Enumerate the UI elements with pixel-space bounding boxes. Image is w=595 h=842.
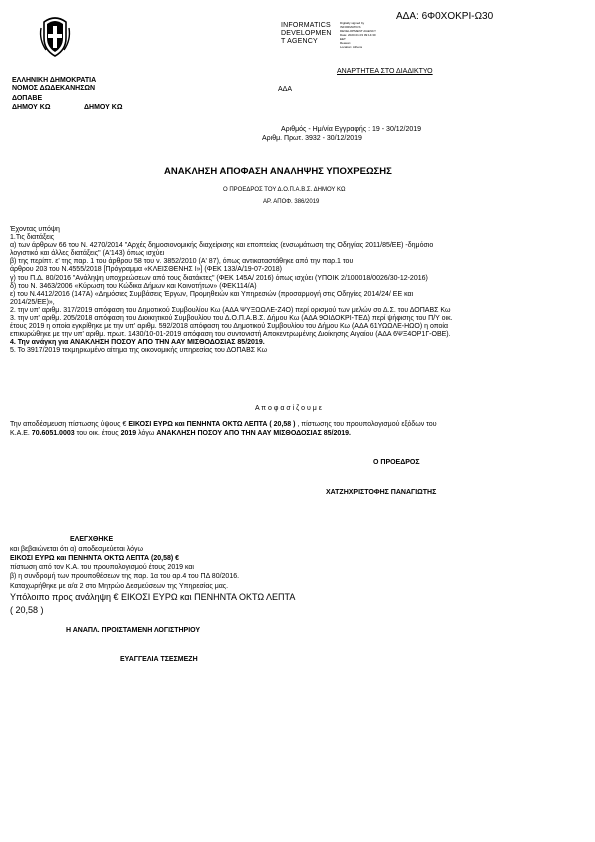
- consideration-line: 5. Το 3917/2019 τεκμηριωμένο αίτημα της οικονομικής υπηρεσίας του ΔΟΠΑΒΣ Κω: [10, 347, 268, 355]
- decision-number: ΑΡ. ΑΠΟΦ. 386/2019: [263, 199, 320, 205]
- checked-line: και βεβαιώνεται ότι α) αποδεσμεύεται λόγω: [10, 546, 143, 553]
- consideration-line: Έχοντας υπόψη: [10, 226, 60, 233]
- publish-online-link[interactable]: ΑΝΑΡΤΗΤΕΑ ΣΤΟ ΔΙΑΔΙΚΤΥΟ: [337, 68, 433, 75]
- decision-text-line-1: [10, 421, 437, 429]
- checked-amount: ΕΙΚΟΣΙ ΕΥΡΩ και ΠΕΝΗΝΤΑ ΟΚΤΩ ΛΕΠΤΑ (20,58) €: [10, 555, 180, 562]
- checked-title: ΕΛΕΓΧΘΗΚΕ: [70, 536, 114, 543]
- checked-line: β) η συνδρομή των προυποθέσεων της παρ. 1α του αρ.4 του ΠΔ 80/2016.: [10, 573, 240, 580]
- decision-text-line-2: [10, 430, 351, 438]
- signature-detail: DEVELOPMENT AGENCY: [340, 29, 376, 33]
- consideration-line: 3. την υπ' αριθμ. 205/2018 απόφαση του Διοικητικού Συμβουλίου του Δ.Ο.Π.Α.Β.Σ. Δήμου Κω (ΑΔΑ 9ΟΙΔΟΚΡΙ-ΤΕΔ) περί ψήφισης του Π/Υ οικ.: [10, 315, 453, 323]
- ada-top: ΑΔΑ: 6Φ0ΧΟΚΡΙ-Ω30: [396, 11, 494, 22]
- decision-text-part: Την αποδέσμευση πίστωσης ύψους €: [10, 421, 129, 428]
- consideration-line: δ) του Ν. 3463/2006 «Κύρωση του Κώδικα Δήμων και Κοινοτήτων» (ΦΕΚ114/Α): [10, 282, 257, 290]
- header-organisation: ΔΟΠΑΒΕ: [12, 95, 43, 102]
- president-name: ΧΑΤΖΗΧΡΙΣΤΟΦΗΣ ΠΑΝΑΓΙΩΤΗΣ: [326, 489, 437, 496]
- signature-detail: INFORMATICS: [340, 25, 361, 29]
- signature-detail: Date: 2020.01.03 09:14:30: [340, 33, 376, 37]
- signature-detail: Location: Athens: [340, 45, 363, 49]
- accounting-head-name: ΕΥΑΓΓΕΛΙΑ ΤΣΕΣΜΕΖΗ: [120, 656, 198, 663]
- remaining-amount-number: ( 20,58 ): [10, 605, 44, 615]
- greek-coat-of-arms-icon: [38, 14, 72, 58]
- decision-text-part: λόγω: [136, 430, 157, 437]
- budget-year: 2019: [120, 430, 137, 437]
- consideration-line: 2014/25/ΕΕ)»,: [10, 298, 55, 306]
- header-prefecture: ΝΟΜΟΣ ΔΩΔΕΚΑΝΗΣΩΝ: [12, 85, 96, 92]
- decision-text-part: , πίστωσης του προυπολογισμού εξόδων του: [295, 421, 437, 428]
- signature-detail: EET: [340, 37, 346, 41]
- document-title: ΑΝΑΚΛΗΣΗ ΑΠΟΦΑΣΗ ΑΝΑΛΗΨΗΣ ΥΠΟΧΡΕΩΣΗΣ: [164, 166, 392, 177]
- we-decide-label: Α π ο φ α σ ί ζ ο υ μ ε: [255, 405, 322, 412]
- remaining-amount: Υπόλοιπο προς ανάληψη € ΕΙΚΟΣΙ ΕΥΡΩ και ΠΕΝΗΝΤΑ ΟΚΤΩ ΛΕΠΤΑ: [10, 592, 296, 602]
- protocol-number: Αριθμ. Πρωτ. 3932 - 30/12/2019: [262, 135, 362, 142]
- ida-line: DEVELOPMEN: [281, 30, 332, 37]
- ida-line: INFORMATICS: [281, 22, 331, 29]
- consideration-line: έτους 2019 η οποία εγκρίθηκε με την υπ' αριθμ. 592/2018 απόφαση του Δημοτικού Συμβουλίου του Δήμου Κω (ΑΔΑ 61ΥΩΩΛΕ-ΗΩΟ) η οποία: [10, 323, 448, 331]
- president-title: Ο ΠΡΟΕΔΡΟΣ: [373, 459, 420, 466]
- consideration-line: άρθρου 203 του Ν.4555/2018 [Πρόγραμμα «ΚΛΕΙΣΘΕΝΗΣ Ι»] (ΦΕΚ 133/Α/19-07-2018): [10, 266, 282, 274]
- checked-line: Καταχωρήθηκε με α/α 2 στο Μητρώο Δεσμεύσεων της Υπηρεσίας μας.: [10, 583, 229, 590]
- registry-number: Αριθμός - Ημ/νία Εγγραφής : 19 - 30/12/2019: [281, 126, 422, 133]
- president-of-organisation: Ο ΠΡΟΕΔΡΟΣ ΤΟΥ Δ.Ο.Π.Α.Β.Σ. ΔΗΜΟΥ ΚΩ: [223, 187, 346, 193]
- consideration-line: λογιστικό και άλλες διατάξεις" (Α'143) όπως ισχύει: [10, 250, 165, 258]
- header-municipality-2: ΔΗΜΟΥ ΚΩ: [84, 104, 123, 111]
- signature-detail: Digitally signed by: [340, 21, 365, 25]
- consideration-line: ε) του Ν.4412/2016 (147Α) «Δημόσιες Συμβάσεις Έργων, Προμηθειών και Υπηρεσιών (προσαρμογή στις Οδηγίες 2014/24/ ΕΕ και: [10, 290, 414, 298]
- decision-amount: ΕΙΚΟΣΙ ΕΥΡΩ και ΠΕΝΗΝΤΑ ΟΚΤΩ ΛΕΠΤΑ ( 20,58 ): [128, 421, 296, 428]
- consideration-line: 1.Τις διατάξεις: [10, 234, 55, 242]
- ida-line: T AGENCY: [281, 38, 318, 45]
- consideration-line: γ) του Π.Δ. 80/2016 "Ανάληψη υποχρεώσεων από τους διατάκτες" (ΦΕΚ 145Α/ 2016) όπως ισχύει (ΥΠΟΙΚ 2/100018/0026/30-12-2016): [10, 274, 428, 282]
- signature-detail: Reason:: [340, 41, 352, 45]
- consideration-line: επικυρώθηκε με την υπ' αριθμ. πρωτ. 1430/10-01-2019 απόφαση του συντονιστή Αποκεντρωμένης Διοίκησης Αιγαίου (ΑΔΑ 6ΨΞ4ΟΡ1Γ-ΟΒΕ).: [10, 331, 451, 339]
- consideration-line: β) της περίπτ. ε' της παρ. 1 του άρθρου 58 του ν. 3852/2010 (Α' 87), όπως αντικαταστάθηκε από την παρ.1 του: [10, 258, 354, 266]
- consideration-line: 4. Την ανάγκη για ΑΝΑΚΛΗΣΗ ΠΟΣΟΥ ΑΠΟ ΤΗΝ ΑΑΥ ΜΙΣΘΟΔΟΣΙΑΣ 85/2019.: [10, 339, 265, 347]
- ida-signature-label: [281, 22, 332, 46]
- budget-code: 70.6051.0003: [31, 430, 75, 437]
- digital-signature-details: [340, 21, 376, 49]
- decision-text-part: Κ.Α.Ε.: [10, 430, 32, 437]
- header-ada-label: ΑΔΑ: [278, 86, 293, 93]
- considerations-list: [10, 226, 590, 356]
- checked-line: πίστωση από τον Κ.Α. του προυπολογισμού έτους 2019 και: [10, 564, 194, 571]
- decision-reason: ΑΝΑΚΛΗΣΗ ΠΟΣΟΥ ΑΠΟ ΤΗΝ ΑΑΥ ΜΙΣΘΟΔΟΣΙΑΣ 85/2019.: [156, 430, 351, 437]
- consideration-line: α) των άρθρων 66 του Ν. 4270/2014 "Αρχές δημοσιονομικής διαχείρισης και εποπτείας (ενσωμάτωση της Οδηγίας 2011/85/ΕΕ) -δημόσιο: [10, 242, 434, 250]
- header-republic: ΕΛΛΗΝΙΚΗ ΔΗΜΟΚΡΑΤΙΑ: [12, 77, 97, 84]
- header-municipality: ΔΗΜΟΥ ΚΩ: [12, 104, 51, 111]
- consideration-line: 2. την υπ' αριθμ. 317/2019 απόφαση του Δημοτικού Συμβουλίου Κω (ΑΔΑ ΨΥΞΩΩΛΕ-Ζ4Ο) περί ορισμού των μελών σο Δ.Σ. του ΔΟΠΑΒΣ Κω: [10, 306, 451, 314]
- decision-text-part: του οικ. έτους: [74, 430, 121, 437]
- accounting-head-title: Η ΑΝΑΠΛ. ΠΡΟΙΣΤΑΜΕΝΗ ΛΟΓΙΣΤΗΡΙΟΥ: [66, 627, 201, 634]
